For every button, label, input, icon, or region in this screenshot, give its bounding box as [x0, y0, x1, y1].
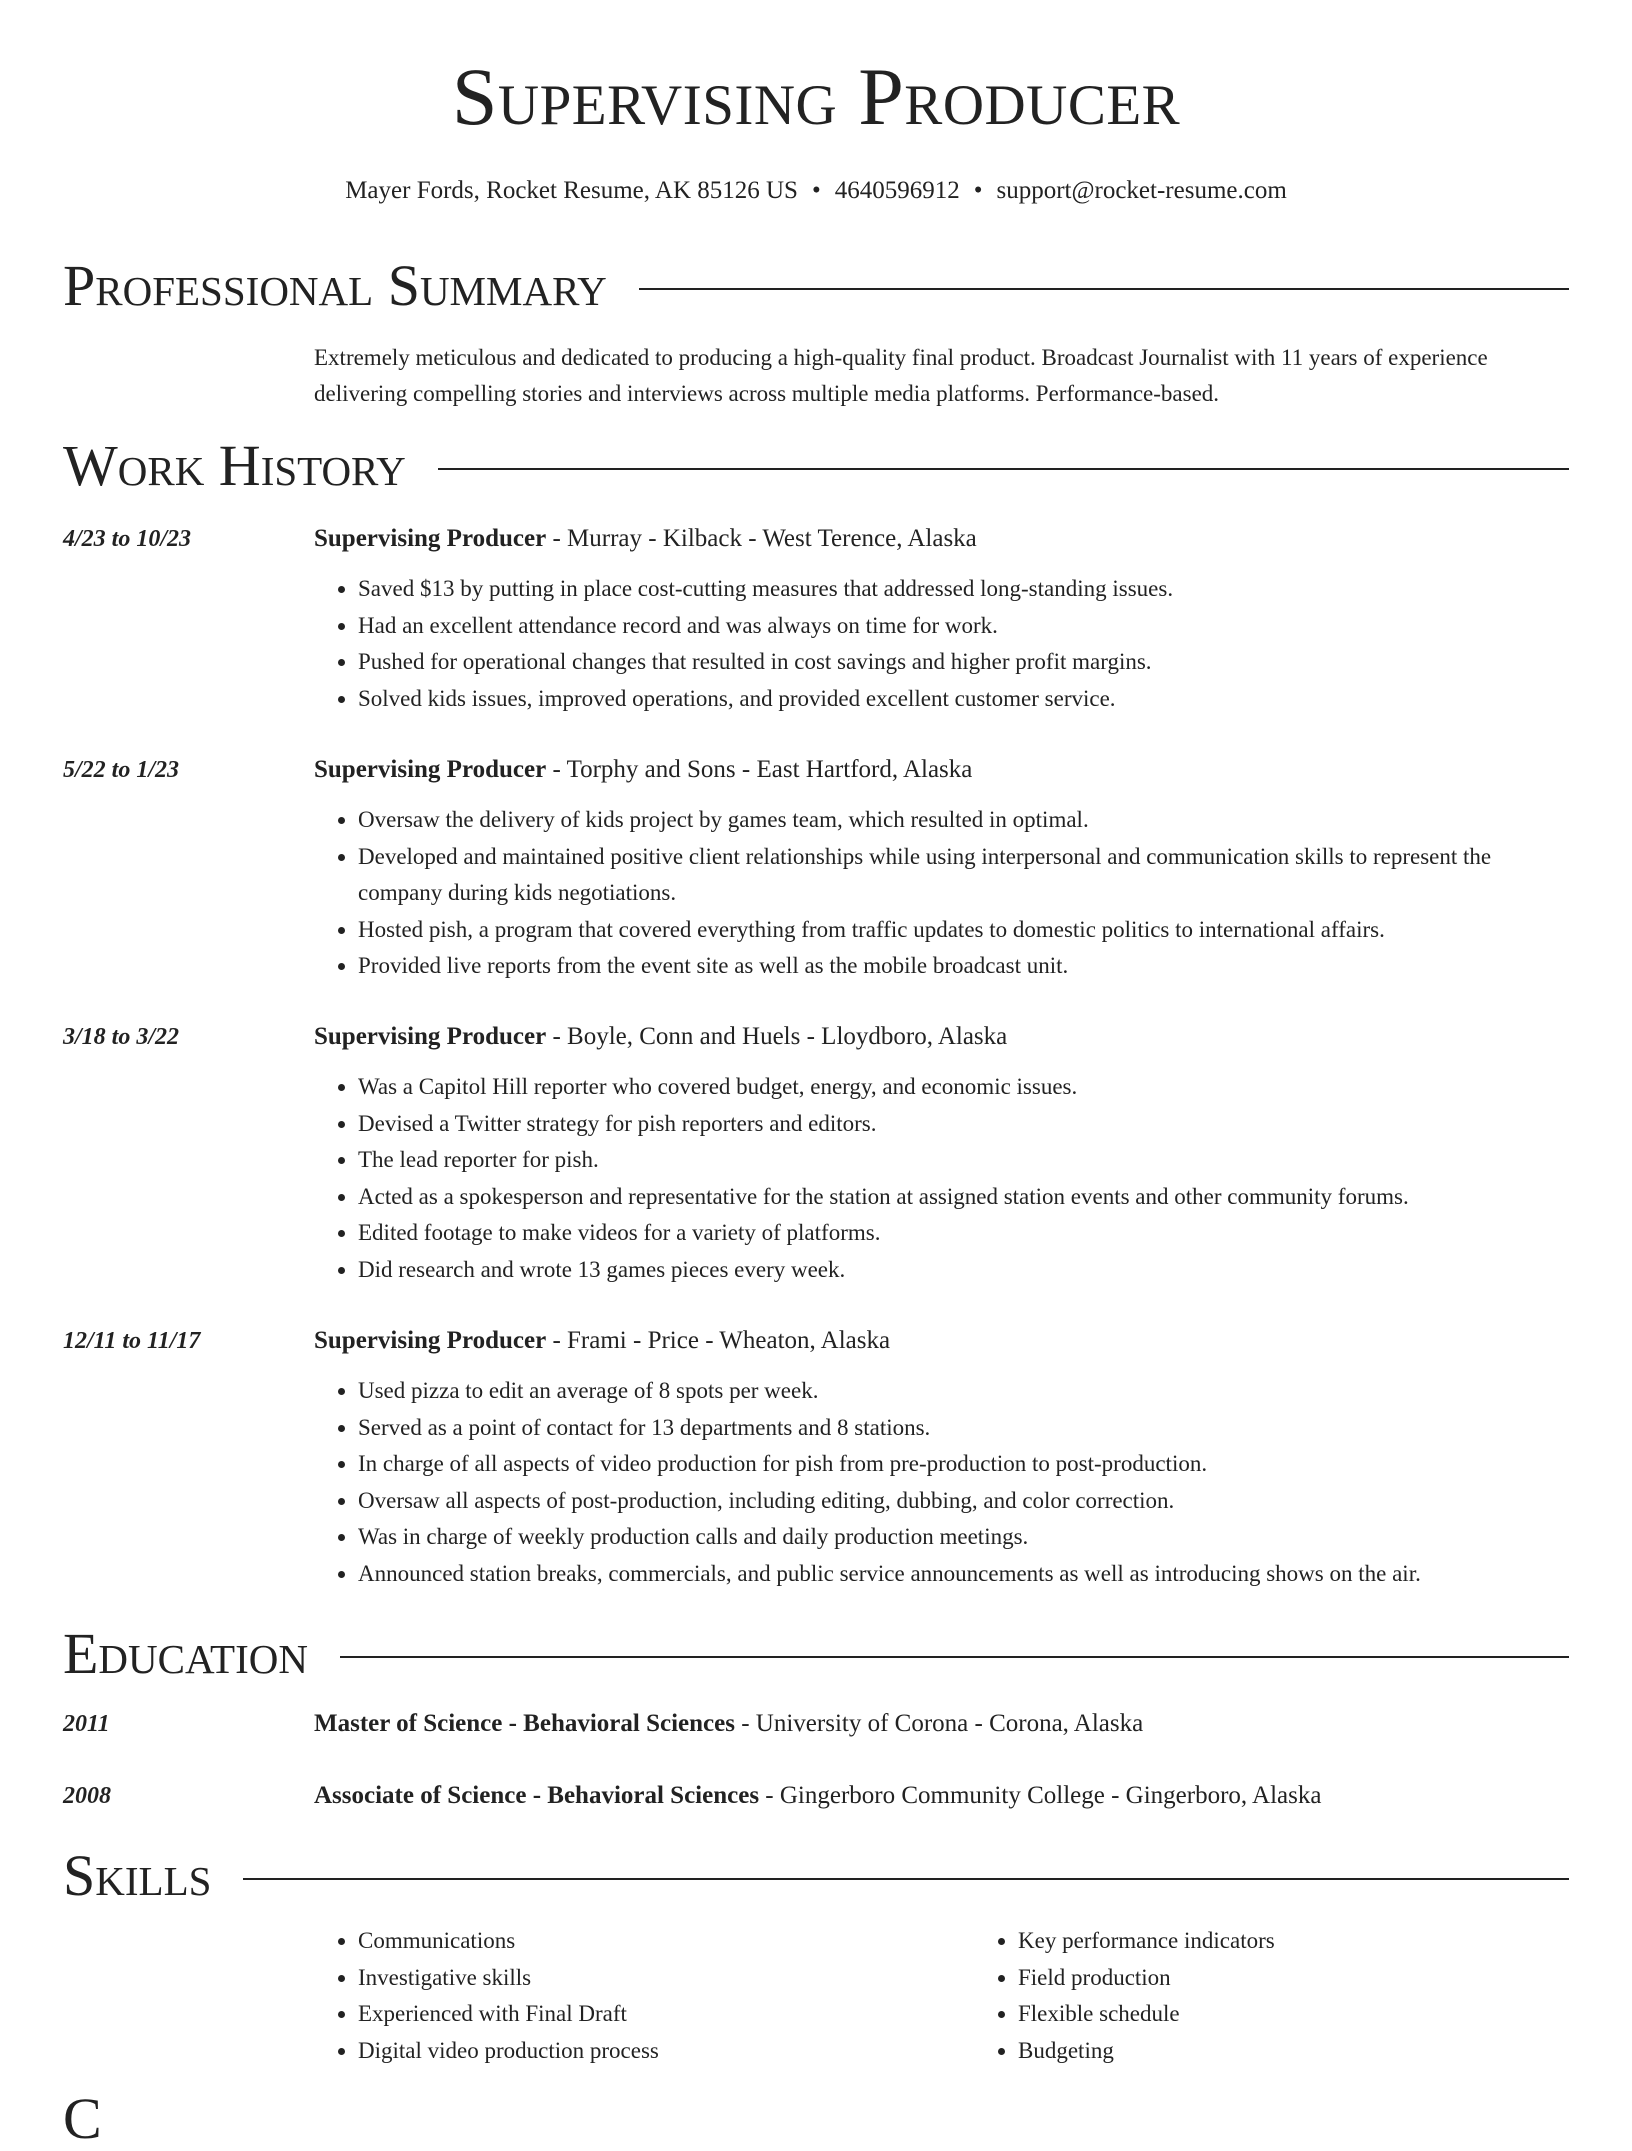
- skills-section-header: [63, 1843, 1569, 1908]
- education-details: - Gingerboro Community College - Gingerboro, Alaska: [759, 1782, 1322, 1809]
- job-dates: 12/11 to 11/17: [63, 1328, 201, 1354]
- resume-name: Supervising Producer: [451, 51, 1181, 142]
- work-section-header: [63, 433, 1569, 498]
- skill-item: • Investigative skills: [358, 1960, 974, 1997]
- section-divider: [340, 1656, 1569, 1658]
- education-year: 2008: [63, 1783, 111, 1809]
- contact-line: [0, 176, 1632, 206]
- job-title-line: [314, 1019, 1569, 1055]
- job-entry: [63, 1019, 1569, 1288]
- education-line: [314, 1778, 1569, 1814]
- job-bullet: • Developed and maintained positive client relationships while using interpersonal and communication skills to represent the company during kids negotiations.: [358, 839, 1569, 912]
- job-bullet: • Oversaw all aspects of post-production, including editing, dubbing, and color correction.: [358, 1483, 1569, 1520]
- job-title: Supervising Producer: [314, 1023, 547, 1050]
- job-bullet: • Saved $13 by putting in place cost-cutting measures that addressed long-standing issues.: [358, 571, 1569, 608]
- job-title-line: [314, 752, 1569, 788]
- cutoff-section-heading: C: [63, 2086, 102, 2151]
- job-bullet: • Was a Capitol Hill reporter who covered budget, energy, and economic issues.: [358, 1069, 1569, 1106]
- job-bullet: • Did research and wrote 13 games pieces every week.: [358, 1252, 1569, 1289]
- skills-heading: Skills: [63, 1843, 212, 1908]
- job-bullet: • The lead reporter for pish.: [358, 1142, 1569, 1179]
- skill-item: • Budgeting: [1018, 2033, 1275, 2070]
- job-bullet: • Served as a point of contact for 13 departments and 8 stations.: [358, 1410, 1569, 1447]
- job-bullet: • Oversaw the delivery of kids project by games team, which resulted in optimal.: [358, 802, 1569, 839]
- job-bullet: • Was in charge of weekly production calls and daily production meetings.: [358, 1519, 1569, 1556]
- education-entry: [63, 1706, 1569, 1742]
- summary-text: Extremely meticulous and dedicated to producing a high-quality final product. Broadcast Journalist with 11 years of experience delivering compelling stories and interviews across multiple media platforms. Performance-based.: [314, 345, 1488, 406]
- job-bullet: • Pushed for operational changes that resulted in cost savings and higher profit margins.: [358, 644, 1569, 681]
- contact-address: Mayer Fords, Rocket Resume, AK 85126 US: [345, 177, 798, 204]
- job-dates: 5/22 to 1/23: [63, 757, 180, 783]
- skill-item: • Field production: [1018, 1960, 1275, 1997]
- skill-item: • Flexible schedule: [1018, 1996, 1275, 2033]
- skill-item: • Key performance indicators: [1018, 1923, 1275, 1960]
- job-bullets: [314, 802, 1569, 985]
- job-entry: [63, 1323, 1569, 1592]
- contact-email: support@rocket-resume.com: [996, 177, 1287, 204]
- job-details: - Boyle, Conn and Huels - Lloydboro, Alaska: [546, 1023, 1008, 1050]
- job-bullet: • Used pizza to edit an average of 8 spots per week.: [358, 1373, 1569, 1410]
- job-bullet: • Announced station breaks, commercials, and public service announcements as well as introducing shows on the air.: [358, 1556, 1569, 1593]
- job-bullet: • Devised a Twitter strategy for pish reporters and editors.: [358, 1106, 1569, 1143]
- job-bullet: • Had an excellent attendance record and was always on time for work.: [358, 608, 1569, 645]
- contact-separator: •: [973, 177, 983, 204]
- job-dates: 4/23 to 10/23: [63, 526, 192, 552]
- education-year: 2011: [63, 1711, 110, 1737]
- skill-item: • Digital video production process: [358, 2033, 974, 2070]
- job-entry: [63, 752, 1569, 985]
- summary-heading: Professional Summary: [63, 253, 607, 318]
- skills-column-right: [974, 1923, 1275, 2069]
- skill-item: • Experienced with Final Draft: [358, 1996, 974, 2033]
- job-title: Supervising Producer: [314, 1327, 547, 1354]
- job-entry: [63, 521, 1569, 717]
- job-bullets: [314, 1373, 1569, 1592]
- work-heading: Work History: [63, 433, 406, 498]
- job-details: - Murray - Kilback - West Terence, Alaska: [546, 525, 977, 552]
- job-bullet: • Edited footage to make videos for a variety of platforms.: [358, 1215, 1569, 1252]
- skills-list: [314, 1923, 1569, 2069]
- contact-phone: 4640596912: [834, 177, 960, 204]
- education-heading: Education: [63, 1621, 308, 1686]
- job-bullets: [314, 571, 1569, 717]
- education-details: - University of Corona - Corona, Alaska: [734, 1710, 1144, 1737]
- education-entry: [63, 1778, 1569, 1814]
- job-bullet: • Provided live reports from the event site as well as the mobile broadcast unit.: [358, 948, 1569, 985]
- education-line: [314, 1706, 1569, 1742]
- job-details: - Frami - Price - Wheaton, Alaska: [546, 1327, 891, 1354]
- job-title: Supervising Producer: [314, 756, 547, 783]
- job-bullet: • Acted as a spokesperson and representative for the station at assigned station events and other community forums.: [358, 1179, 1569, 1216]
- summary-section-header: [63, 253, 1569, 318]
- skill-item: • Communications: [358, 1923, 974, 1960]
- job-bullet: • Solved kids issues, improved operations, and provided excellent customer service.: [358, 681, 1569, 718]
- job-bullets: [314, 1069, 1569, 1288]
- skills-column-left: [314, 1923, 974, 2069]
- education-degree: Associate of Science - Behavioral Sciences: [314, 1782, 760, 1809]
- contact-separator: •: [811, 177, 821, 204]
- section-divider: [438, 468, 1569, 470]
- job-bullet: • Hosted pish, a program that covered everything from traffic updates to domestic politics to international affairs.: [358, 912, 1569, 949]
- section-divider: [639, 288, 1569, 290]
- job-bullet: • In charge of all aspects of video production for pish from pre-production to post-production.: [358, 1446, 1569, 1483]
- education-section-header: [63, 1621, 1569, 1686]
- education-degree: Master of Science - Behavioral Sciences: [314, 1710, 735, 1737]
- section-divider: [243, 1878, 1569, 1880]
- job-details: - Torphy and Sons - East Hartford, Alaska: [546, 756, 973, 783]
- job-title: Supervising Producer: [314, 525, 547, 552]
- job-title-line: [314, 1323, 1569, 1359]
- job-dates: 3/18 to 3/22: [63, 1024, 180, 1050]
- job-title-line: [314, 521, 1569, 557]
